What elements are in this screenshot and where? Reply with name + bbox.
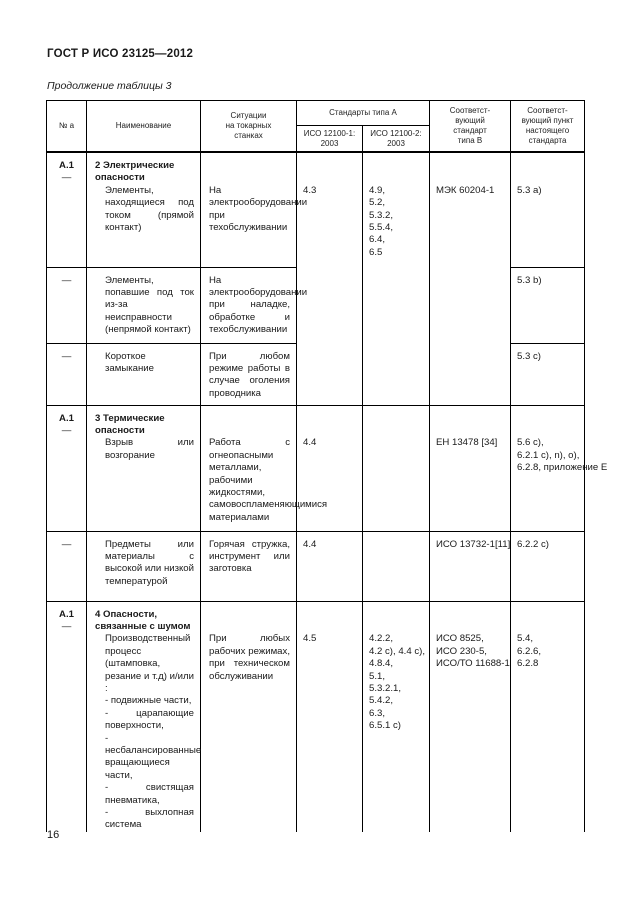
standard-clause-item: 6.2.1 c), n), o), xyxy=(517,449,580,461)
type-b-standard-item: МЭК 60204-1 xyxy=(436,184,495,196)
situation-text: При любом режиме работы в случае оголения проводника xyxy=(209,350,290,399)
standard-clause-item: 5.6 c), xyxy=(517,437,544,449)
table-row xyxy=(47,531,585,601)
situation xyxy=(201,152,308,267)
standard-clause xyxy=(511,267,585,343)
row-number xyxy=(47,343,87,405)
situation-text: Работа с огнеопасными металлами, рабочими жидкостями, самовоспламеняющимися материалами xyxy=(209,437,328,523)
iso-12100-1-clauses-item: 4.3 xyxy=(303,184,317,196)
situation-text: При любых рабочих режимах, при техническом обслуживании xyxy=(209,633,290,682)
situation xyxy=(201,267,308,343)
iso-12100-2-clauses-item: 5.4.2, xyxy=(369,695,394,707)
standard-clause-item: 5.3 c) xyxy=(517,350,541,362)
iso-12100-1-clauses xyxy=(297,531,363,601)
standard-clause-item: 6.2.8 xyxy=(517,658,539,670)
type-b-standard xyxy=(430,152,511,267)
iso-12100-2-clauses xyxy=(363,343,430,405)
type-b-standard xyxy=(430,531,511,601)
table-caption: Продолжение таблицы 3 xyxy=(47,80,172,92)
col-header-num: № а xyxy=(47,101,87,153)
iso-12100-1-clauses xyxy=(297,152,363,267)
iso-12100-2-clauses-item: 6.5 xyxy=(369,246,383,258)
hazard-description: Производственный процесс (штамповка, резание и т.д) и/или : - подвижные части, - царапающие поверхности, - несбалансированные вращающиеся части, - свистящая пневматика, - выхлопная система xyxy=(105,633,202,831)
iso-12100-2-clauses xyxy=(363,405,430,531)
table-row xyxy=(47,267,585,343)
row-number-value: — xyxy=(61,274,72,286)
table-row xyxy=(47,343,585,405)
hazard-name xyxy=(87,152,201,267)
row-number xyxy=(47,152,87,267)
type-b-standard-item: ИСО 13732-1[11] xyxy=(436,538,511,550)
iso-12100-2-clauses xyxy=(363,152,430,267)
iso-12100-2-clauses-item: 5.2, xyxy=(369,197,386,209)
type-b-standard xyxy=(430,405,511,531)
col-header-iso-12100-1: ИСО 12100-1: 2003 xyxy=(297,126,363,153)
iso-12100-2-clauses-item: 6.5.1 c) xyxy=(369,720,401,732)
document-header: ГОСТ Р ИСО 23125—2012 xyxy=(47,48,194,60)
situation-text: На электрооборудовании при техобслуживании xyxy=(209,184,308,234)
iso-12100-1-clauses-item: 4.4 xyxy=(303,437,317,449)
table-row xyxy=(47,601,585,832)
type-b-standard xyxy=(430,267,511,343)
situation xyxy=(201,343,297,405)
type-b-standard-item: ИСО 8525, xyxy=(436,633,484,645)
row-number xyxy=(47,531,87,601)
hazard-name xyxy=(87,267,201,343)
standards-table xyxy=(46,100,608,832)
row-number-value: — xyxy=(61,350,72,362)
type-b-standard-item: ИСО 230-5, xyxy=(436,645,487,657)
iso-12100-1-clauses xyxy=(297,267,363,343)
standard-clause-item: 5.4, xyxy=(517,633,534,645)
standard-clause xyxy=(511,152,585,267)
iso-12100-2-clauses-item: 6.3, xyxy=(369,707,386,719)
iso-12100-2-clauses-item: 4.2 c), 4.4 c), xyxy=(369,645,425,657)
row-number-value: А.1 xyxy=(59,160,74,171)
row-number xyxy=(47,267,87,343)
page-number: 16 xyxy=(47,829,60,841)
iso-12100-1-clauses xyxy=(297,601,363,832)
iso-12100-1-clauses-item: 4.5 xyxy=(303,633,317,645)
situation-text: На электрооборудовании при наладке, обработке и техобслуживании xyxy=(209,274,308,336)
col-header-clause: Соответст- вующий пункт настоящего стандарта xyxy=(511,101,585,153)
row-number-value: А.1 xyxy=(59,412,74,424)
col-header-standard-b: Соответст- вующий стандарт типа В xyxy=(430,101,511,153)
standard-clause xyxy=(511,405,608,531)
iso-12100-2-clauses-item: 5.5.4, xyxy=(369,222,394,234)
standard-clause-item: 5.3 b) xyxy=(517,274,542,286)
iso-12100-2-clauses xyxy=(363,601,430,832)
col-header-standards-a: Стандарты типа А xyxy=(297,101,430,126)
type-b-standard-item: ИСО/ТО 11688-1 xyxy=(436,658,510,670)
hazard-description: Взрыв или возгорание xyxy=(105,437,194,461)
table-row xyxy=(47,405,585,531)
situation-text: Горячая стружка, инструмент или заготовка xyxy=(209,538,290,575)
standard-clause xyxy=(511,601,585,832)
row-number-value: — xyxy=(61,172,72,184)
row-number xyxy=(47,601,87,832)
iso-12100-2-clauses-item: 6.4, xyxy=(369,234,386,246)
situation xyxy=(201,531,297,601)
iso-12100-2-clauses-item: 5.3.2, xyxy=(369,209,394,221)
row-number-value: А.1 xyxy=(59,608,74,620)
iso-12100-2-clauses xyxy=(363,531,430,601)
row-number-value: — xyxy=(61,424,72,436)
standard-clause xyxy=(511,531,585,601)
hazard-description: Короткое замыкание xyxy=(105,350,154,374)
iso-12100-2-clauses-item: 5.1, xyxy=(369,670,386,682)
iso-12100-2-clauses-item: 4.9, xyxy=(369,184,386,196)
row-number xyxy=(47,405,87,531)
iso-12100-2-clauses-item: 4.2.2, xyxy=(369,633,394,645)
type-b-standard xyxy=(430,343,511,405)
hazard-group-heading: 2 Электрические опасности xyxy=(95,160,175,184)
iso-12100-1-clauses-item: 4.4 xyxy=(303,538,317,550)
hazard-name xyxy=(87,531,201,601)
hazard-name xyxy=(87,601,201,832)
standard-clause-item: 6.2.2 c) xyxy=(517,538,549,550)
situation xyxy=(201,601,297,832)
col-header-name: Наименование xyxy=(87,101,201,153)
iso-12100-2-clauses-item: 5.3.2.1, xyxy=(369,682,402,694)
hazard-group-heading: 3 Термические опасности xyxy=(95,412,165,436)
hazard-description: Элементы, находящиеся под током (прямой контакт) xyxy=(105,184,194,234)
hazard-group-heading: 4 Опасности, связанные с шумом xyxy=(95,608,191,632)
iso-12100-1-clauses xyxy=(297,405,363,531)
col-header-iso-12100-2: ИСО 12100-2: 2003 xyxy=(363,126,430,153)
hazard-description: Предметы или материалы с высокой или низкой температурой xyxy=(105,538,194,587)
standard-clause-item: 6.2.6, xyxy=(517,645,542,657)
col-header-situations: Ситуации на токарных станках xyxy=(201,101,297,153)
hazard-name xyxy=(87,405,201,531)
row-number-value: — xyxy=(61,620,72,632)
hazard-name xyxy=(87,343,201,405)
hazard-description: Элементы, попавшие под ток из-за неисправности (непрямой контакт) xyxy=(105,274,194,336)
standard-clause xyxy=(511,343,585,405)
standard-clause-item: 6.2.8, приложение E xyxy=(517,462,608,474)
row-number-value: — xyxy=(61,538,72,550)
iso-12100-2-clauses-item: 4.8.4, xyxy=(369,658,394,670)
iso-12100-2-clauses xyxy=(363,267,430,343)
standard-clause-item: 5.3 a) xyxy=(517,184,542,196)
type-b-standard-item: ЕН 13478 [34] xyxy=(436,437,498,449)
table-row xyxy=(47,152,585,267)
type-b-standard xyxy=(430,601,511,832)
iso-12100-1-clauses xyxy=(297,343,363,405)
